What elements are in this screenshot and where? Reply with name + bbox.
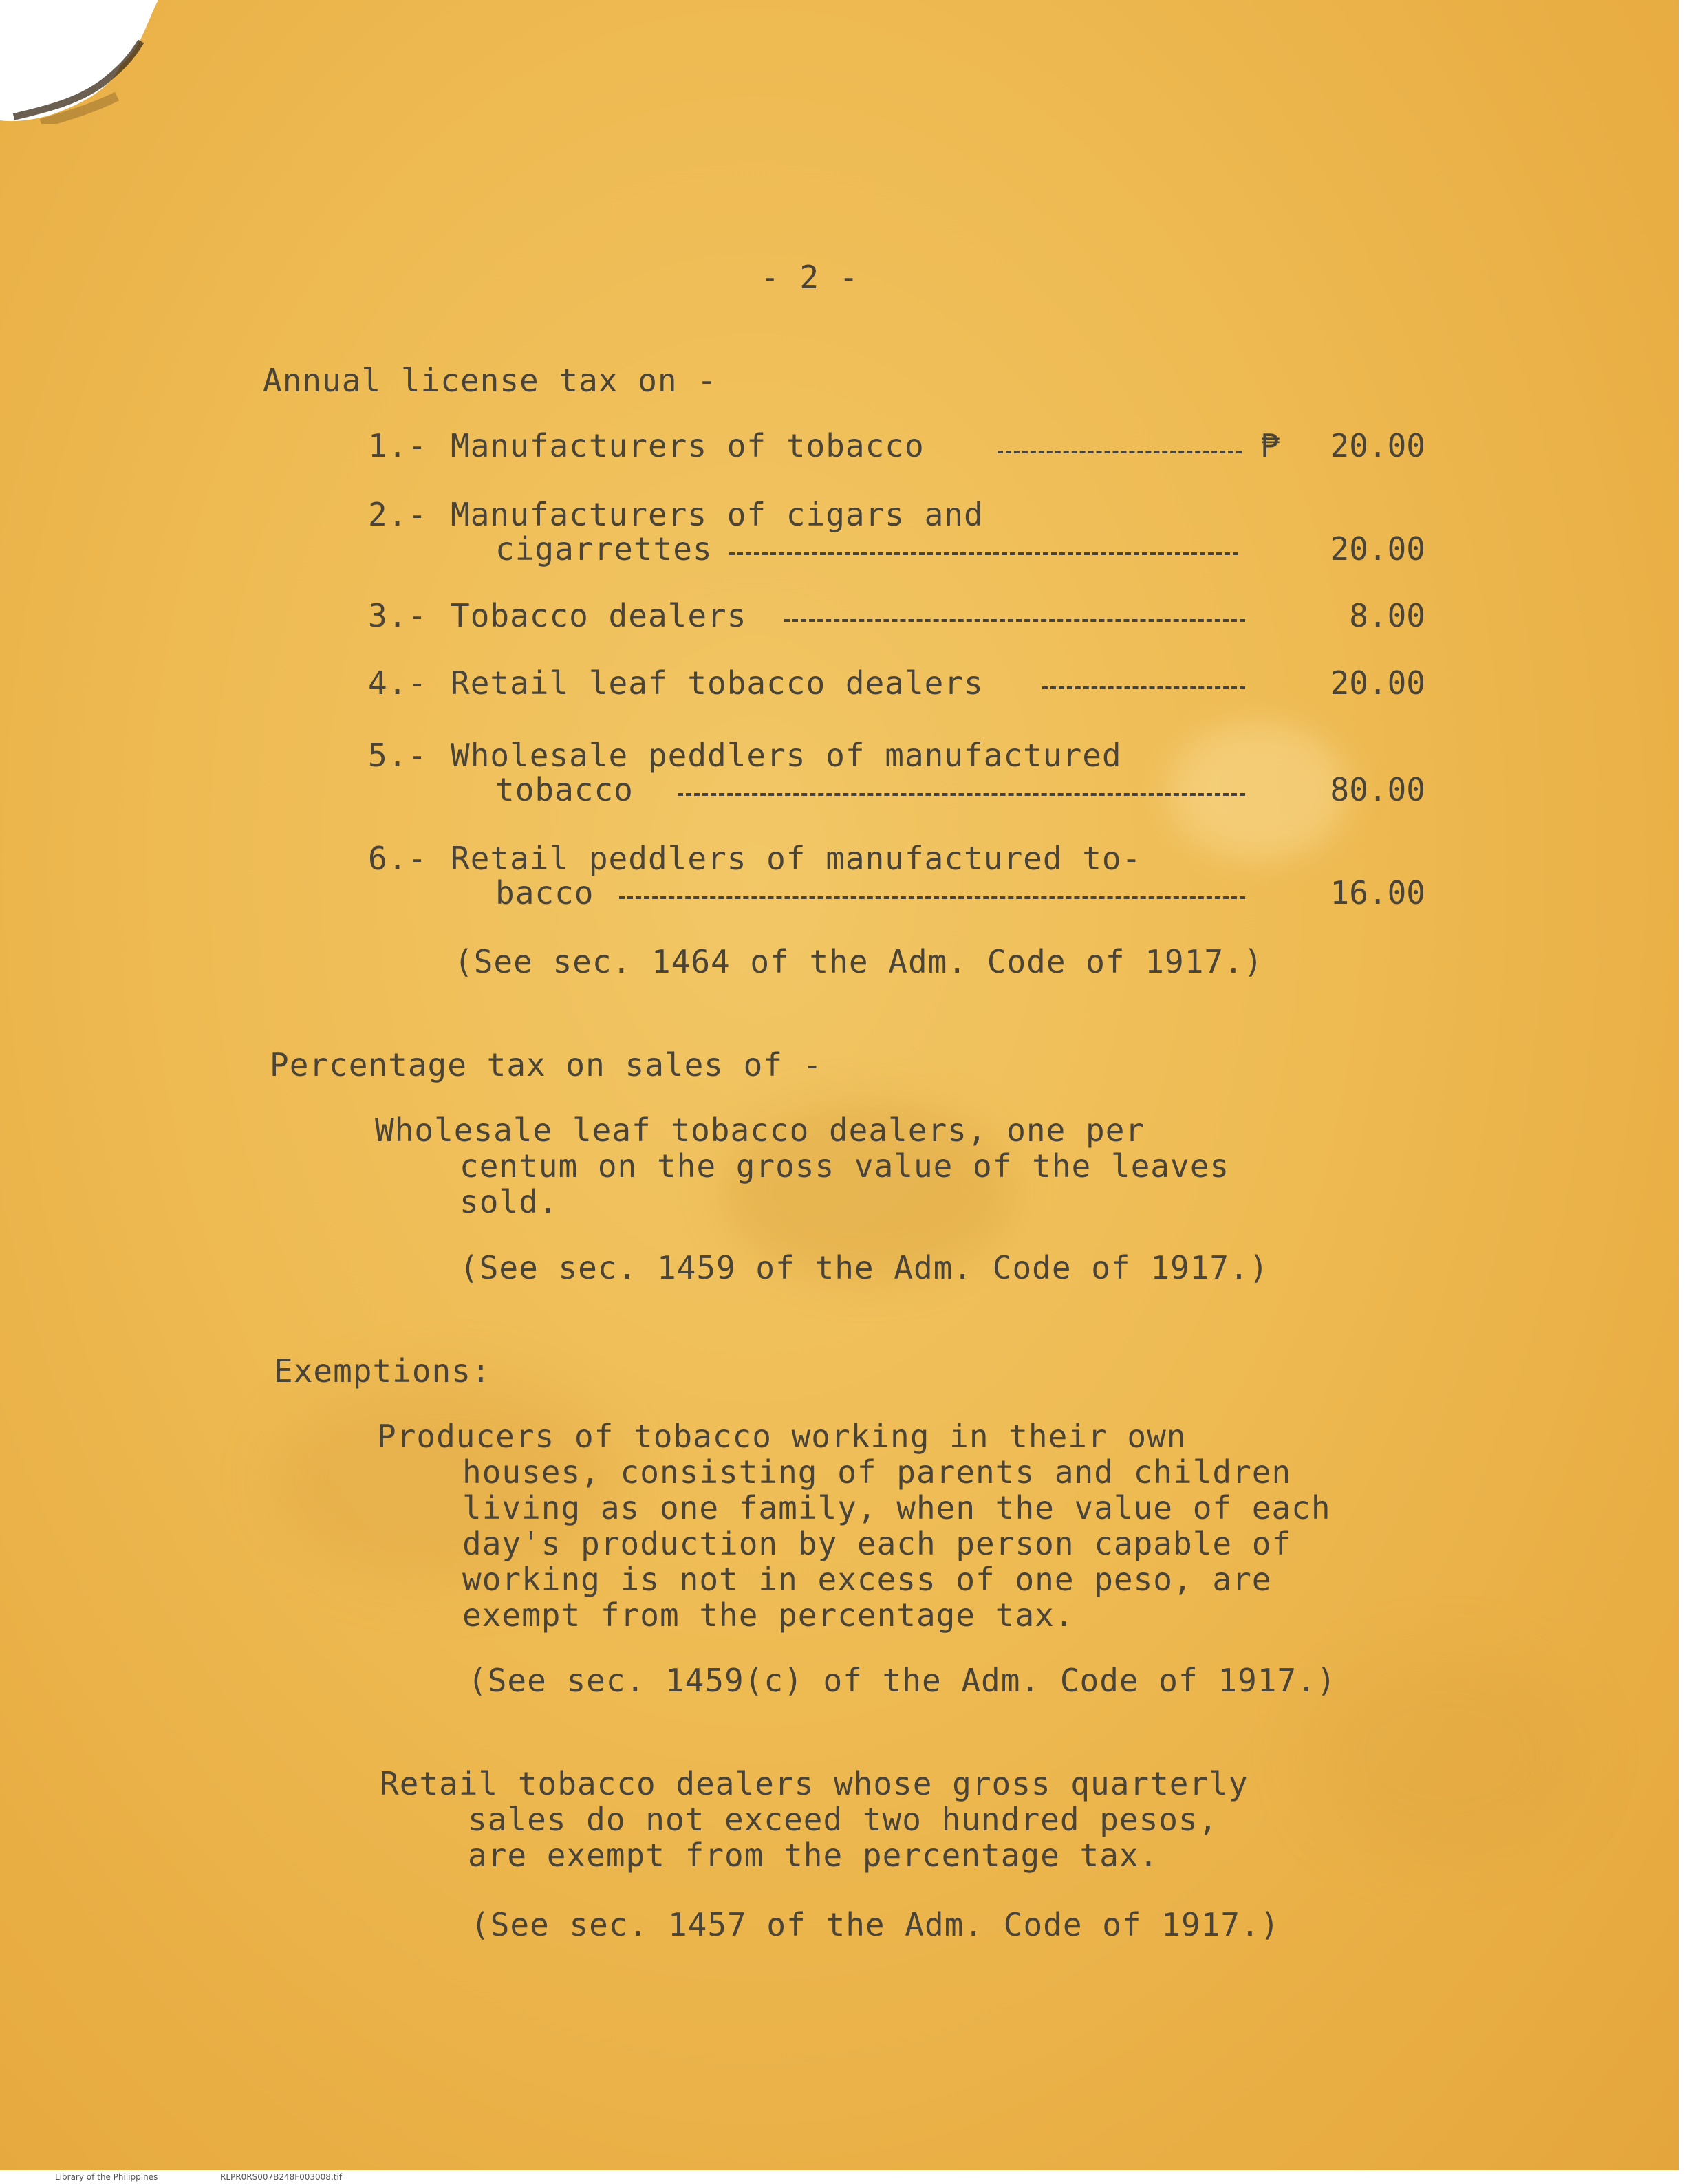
license-item-number: 2.- — [368, 496, 428, 533]
section-heading-percentage-tax: Percentage tax on sales of - — [270, 1046, 823, 1083]
code-reference: (See sec. 1459(c) of the Adm. Code of 1917.) — [468, 1662, 1337, 1699]
license-item-text-continued: tobacco — [495, 771, 634, 808]
license-item-number: 3.- — [368, 597, 428, 634]
license-item-text: Manufacturers of tobacco — [451, 427, 925, 464]
dotted-leader — [998, 451, 1242, 453]
scan-footer-left: Library of the Philippines — [55, 2172, 158, 2182]
paragraph-line: Wholesale leaf tobacco dealers, one per — [375, 1112, 1145, 1149]
dotted-leader — [729, 552, 1238, 555]
paragraph-line: exempt from the percentage tax. — [462, 1597, 1075, 1634]
paragraph-line: centum on the gross value of the leaves — [460, 1147, 1230, 1185]
license-item-amount: 20.00 — [1330, 530, 1425, 567]
license-item-text: Retail leaf tobacco dealers — [451, 664, 984, 702]
license-item-amount: 16.00 — [1330, 874, 1425, 911]
license-item-text: Manufacturers of cigars and — [451, 496, 984, 533]
paragraph-line: Producers of tobacco working in their own — [377, 1418, 1187, 1455]
paragraph-line: day's production by each person capable of — [462, 1525, 1292, 1562]
license-item-number: 4.- — [368, 664, 428, 702]
currency-symbol: ₱ — [1260, 427, 1280, 464]
paragraph-line: Retail tobacco dealers whose gross quarterly — [380, 1765, 1249, 1802]
dotted-leader — [619, 896, 1245, 899]
section-heading-annual-license: Annual license tax on - — [263, 362, 717, 399]
code-reference: (See sec. 1464 of the Adm. Code of 1917.) — [454, 943, 1264, 980]
scan-footer-right: RLPR0RS007B248F003008.tif — [220, 2172, 343, 2182]
license-item-amount: 20.00 — [1330, 664, 1425, 702]
paper-stain — [1307, 1651, 1582, 1857]
license-item-number: 6.- — [368, 840, 428, 877]
license-item-text: Tobacco dealers — [451, 597, 747, 634]
paragraph-line: sold. — [460, 1183, 559, 1220]
license-item-amount: 20.00 — [1330, 427, 1425, 464]
paragraph-line: living as one family, when the value of each — [462, 1489, 1331, 1526]
license-item-text-continued: bacco — [495, 874, 594, 911]
license-item-number: 5.- — [368, 737, 428, 774]
license-item-amount: 80.00 — [1330, 771, 1425, 808]
dotted-leader — [678, 793, 1245, 796]
license-item-text: Wholesale peddlers of manufactured — [451, 737, 1122, 774]
section-heading-exemptions: Exemptions: — [274, 1352, 491, 1390]
license-item-amount: 8.00 — [1349, 597, 1425, 634]
license-item-text-continued: cigarrettes — [495, 530, 713, 567]
paragraph-line: houses, consisting of parents and children — [462, 1453, 1292, 1491]
paragraph-line: working is not in excess of one peso, are — [462, 1561, 1272, 1598]
dotted-leader — [784, 619, 1245, 622]
paragraph-line: sales do not exceed two hundred pesos, — [468, 1801, 1218, 1838]
dotted-leader — [1042, 686, 1245, 689]
license-item-text: Retail peddlers of manufactured to- — [451, 840, 1142, 877]
torn-corner — [0, 0, 158, 124]
license-item-number: 1.- — [368, 427, 428, 464]
paragraph-line: are exempt from the percentage tax. — [468, 1837, 1159, 1874]
code-reference: (See sec. 1457 of the Adm. Code of 1917.) — [471, 1906, 1280, 1943]
page-number: - 2 - — [760, 259, 859, 296]
code-reference: (See sec. 1459 of the Adm. Code of 1917.) — [460, 1249, 1269, 1286]
